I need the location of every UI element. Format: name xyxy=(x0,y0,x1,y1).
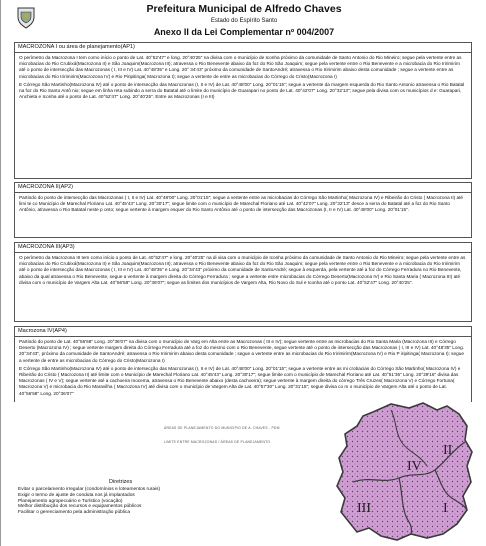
section-paragraph: O perímetro da Macrozona I tem como início o ponto de Lat. 40°52'47" e long. 20°40'25" na divisa com o município de Iconha próximo da comunidade de Santo Antonio do Rio Mineiro; segue pela vertente entre as microbacias do Rio Crubixá(Macrozona II) e São Joaquim(Macrozona III); atravessa o Rio Benevente abaixo da foz do Rio São Joaquim; segue pela vertente entre o Rio Benevente e a microbacia do Rio Iririmirim até o ponto de intersecção das Macrozonas ( I, III e IV) Lat. 40°48'35" e Long. 20° 34'43" próximo da comunidade de SantoAndré; atravessa o Rio Iririmirim abaixo desta comunidade ; segue a vertente entre as microbacias do Rio Iririmirim(Macrozona IV) e Rio Piripitinga( Macrozona I); segue a vertente de entre as microbacias do Córrego do Cristo(Macrozona I) xyxy=(19,55,462,79)
municipality-outline xyxy=(337,403,472,540)
section-paragraph: E Córrego São Martinho(Macrozona IV) até o ponto de intersecção das Macrozonas (I, II e IV) de Lat. 40°48'00" Long. 20°01'15"; segue a vertente entre as mi crobacias do Córrego São Martinho( Macrozona IV) e Ribeirão do Cristo ( Macrozona II) até limite com o Município de Marechal Floriano Lat. 40°45'43" Long. 20°30'17"; segue limite com o município de Marechal Floriano até Lat. 40°51'36" Long. 20°29'16" divisa das Macrozonas ( IV e V); segue vertente até a cachoeira Inocema, atravessa o Rio Benevente abaixo (desta cachoeira); segue vertente à margem direita do córrego Três Cruzes( Macrozona V) e Córrego Fortuna( Macrozona V) e microbacia do Rio Maravilha ( Macrozona IV) até divisa com o município de Vargem Alta de Lat. 40°57'30" Long. 20°31'15"; segue divisa co m o município de Vargem Alta até o ponto de Lat. 40°56'58" Long. 20°36'07" xyxy=(19,365,461,396)
section-paragraph: Partindo do ponto de Lat. 40°56'58" Long. 20°36'07" na divisa com o município de Varg em Alta entre as Macrozonas ( III e IV); segue vertente entre as microbacias do Rio Santa Maria (Macrozona III) e Córrego Deserto (Macrozona IV) ; segue vertente margem direita do Córrego Ferradura até a foz do mesmo com o Rio Benevente, segue vertente até o ponto de intersecção das Macrozonas ( I, III e IV) Lat. 40°48'35" Long. 20°34'43", próximo da comunidade de SantoAndré; atravessa o Rio Iririmirim abaixo desta comunidade ; segue a vertente entre as microbacias do Rio Iririmirim(Macrozona IV) e Rio P iripitinga( Macrozona I); segue a vertente de entre as microbacias do Córrego do Cristo(Macrozona I) xyxy=(19,339,465,363)
zone-label-i: I xyxy=(443,501,448,516)
map-legend-line: ÁREAS DE PLANEJAMENTO DO MUNICÍPIO DE A. CHAVES - PDM xyxy=(164,426,280,430)
list-item: Evitar o parcelamento irregular (condomínios e loteamentos rurais) xyxy=(18,487,161,492)
macrozona-i-section xyxy=(14,42,472,179)
diretrizes-list xyxy=(18,487,160,516)
section-heading: MACROZONA I ou área de planejamento(AP1) xyxy=(15,43,471,53)
section-paragraph: Partindo do ponto de intersecção das Macrozonas ( I, II e IV) Lat. 40°48'00" Long. 20°01'15"; segue a vertente entre as microbacias do Córrego São Martinho( Macrozona IV) e Ribeirão do Cristo ( Macrozona II) até limi te co Município de Marechal Floriano Lat. 40°45'43" Long. 20°30'17"; segue limite com o município de Marechal Floriano até Lat. 40°42'07" Long. 20°32'13" desce a serra do Batatal até a foz do Rio Santo Antônio, atravessa o Rio Batatal neste p onto; segue vertente à margem esquer do Rio Santo Antônio até o ponto de intersecção das Macrozonas (I, II e IV) Lat. 40°48'00" Long. 20°01'15". xyxy=(19,195,464,213)
macrozona-iv-section xyxy=(14,326,472,402)
section-body xyxy=(15,253,471,290)
annex-heading: Anexo II da Lei Complementar nº 004/2007 xyxy=(153,27,335,37)
macrozone-map xyxy=(331,400,476,542)
zone-label-ii: II xyxy=(443,443,453,458)
section-heading: Macrozona IV(AP4) xyxy=(15,327,471,337)
section-paragraph: E Córrego São Martinho(Macrozona IV) até o ponto de intersecção das Macrozonas (I, II e IV) de Lat. 40°48'00" Long. 20°01'15"; segue a vertente da margem esquerda do Rio Santo Antonio atravessa o Rio Batatal na foz do Rio Santo Antô nio; segue em linha reta subindo a serra do Batatal até o limite do município de Guarapari no ponto de Lat. 40°42'07" Long. 20°32'13"; segue pela divisa com os municípios d e: Guarapari, Anchieta e Iconha até o ponto de Lat. 40°52'47" Long. 20°40'25". Entre as Macrozonas (I e III) xyxy=(19,81,465,100)
map-legend-line: LIMITE ENTRE MACROZONAS / ÁREAS DE PLANEJAMENTO xyxy=(164,440,271,444)
section-body xyxy=(15,193,471,218)
section-body xyxy=(15,53,471,104)
section-heading: MACROZONA III(AP3) xyxy=(15,243,471,253)
list-item: Facilitar o gerenciamento pela administração pública xyxy=(18,510,130,516)
list-item: Melhor distribuição dos recursos e equipamentos públicos xyxy=(18,504,142,510)
section-paragraph: O perímetro da Macrozona III tem como início o ponto de Lat. 40°52'47" e long. 20°40'25" na di visa com o município de Iconha próximo da comunidade de Santo Antonio do Rio Mineiro; segue pela vertente entre as microbacias do Rio Crubixá(Macrozona II) e São Joaquim(Macrozona III); atravessa o Rio Benevente abaixo da foz do Rio São Joaquim; segue pela vertente entre o Rio Benevente e a microbacia do Rio Iririmirim até o ponto de intersecção das Macrozonas ( I, III e IV) Lat. 40°48'35" e Long. 20°34'43" próximo da comunidade de SantoAndré; segue à esquerda, pela vertente até a foz do Córrego Ferradura no Rio Benevente, abaixo da qual atravessa o Rio Benevente, segue a vertente à margem direita do Córrego Ferradura ; segue a vertente entre microbacias do Córrego Deserto(Macrozona IV) e Rio Santa Maria ( Macrozona III) até divisa com o município de Vargem Alta Lat. 40°56'58" Long. 20°36'07"; segue as limites dos municípios de Vargem Alta, Rio Novo do Sul e Iconha até o ponto Lat. 40°52'47" Long. 20°40'25". xyxy=(19,255,466,285)
macrozona-iii-section xyxy=(14,242,472,322)
zone-label-iv: IV xyxy=(407,459,422,474)
section-body xyxy=(15,337,471,401)
zone-label-iii: III xyxy=(357,501,371,516)
macrozona-ii-section xyxy=(14,182,472,238)
document-title: Prefeitura Municipal de Alfredo Chaves xyxy=(146,3,342,15)
list-item: Exigir o termo de ajuste de conduta nos já implantados xyxy=(18,492,135,498)
section-heading: MACROZONA II(AP2) xyxy=(15,183,471,193)
list-item: Planejamento agropecuário e Turístico (vocação) xyxy=(18,498,123,504)
document-subtitle: Estado do Espírito Santo xyxy=(210,18,278,24)
diretrizes-heading: Diretrizes xyxy=(109,479,133,485)
